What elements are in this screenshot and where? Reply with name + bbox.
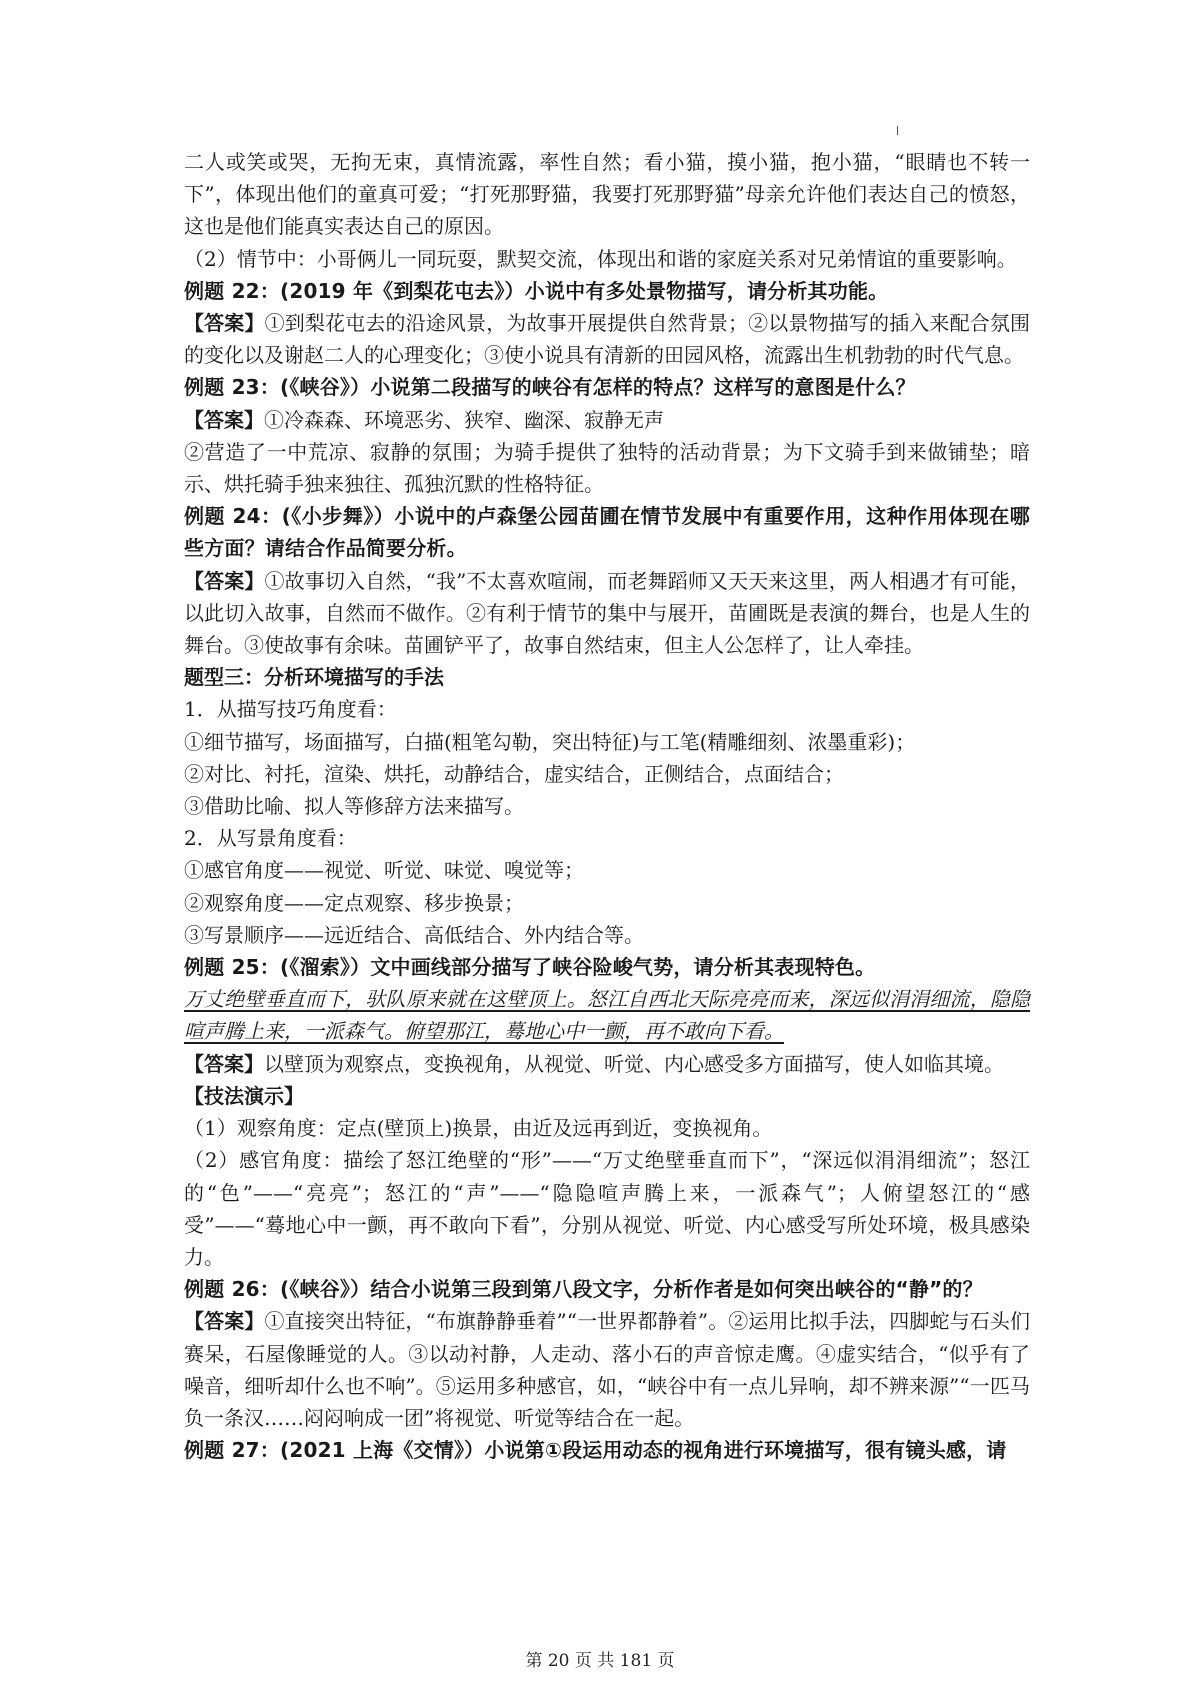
answer-label: 【答案】 [184,1051,264,1076]
body-paragraph: ③写景顺序——远近结合、高低结合、外内结合等。 [184,922,644,947]
answer-paragraph [184,565,1030,662]
body-paragraph: ②对比、衬托，渲染、烘托，动静结合，虚实结合，正侧结合，点面结合； [184,761,844,786]
body-paragraph: ③借助比喻、拟人等修辞方法来描写。 [184,794,524,819]
answer-text: ①直接突出特征，“布旗静静垂着”“一世界都静着”。②运用比拟手法，四脚蛇与石头们赛呆，石屋像睡觉的人。③以动衬静，人走动、落小石的声音惊走鹰。④虚实结合，“似乎有了噪音，细听却什么也不响”。⑤运用多种感官，如，“峡谷中有一点儿异响，却不辨来源”“一匹马负一条汉……闷闷响成一团”将视觉、听觉等结合在一起。 [184,1309,1031,1430]
body-paragraph: ②观察角度——定点观察、移步换景； [184,890,524,915]
question-heading: 例题 22：(2019 年《到梨花屯去》）小说中有多处景物描写，请分析其功能。 [184,278,889,303]
answer-paragraph [184,404,1030,436]
document-body [184,146,1030,1466]
answer-paragraph [184,1048,1030,1080]
answer-label: 【答案】 [184,407,264,432]
question-heading: 例题 27：(2021 上海《交情》）小说第①段运用动态的视角进行环境描写，很有镜头感，请 [184,1438,1007,1463]
body-paragraph: 2．从写景角度看： [184,826,357,851]
answer-paragraph [184,307,1030,371]
answer-text: 以壁顶为观察点，变换视角，从视觉、听觉、内心感受多方面描写，使人如临其境。 [264,1051,1004,1076]
answer-text: ①到梨花屯去的沿途风景，为故事开展提供自然背景；②以景物描写的插入来配合氛围的变化以及谢赵二人的心理变化；③使小说具有清新的田园风格，流露出生机勃勃的时代气息。 [184,311,1031,368]
question-heading: 例题 25：(《溜索》）文中画线部分描写了峡谷险峻气势，请分析其表现特色。 [184,955,876,980]
answer-label: 【答案】 [184,568,265,593]
underlined-excerpt: 万丈绝壁垂直而下，驮队原来就在这壁顶上。怒江自西北天际亮亮而来，深远似涓涓细流，隐隐喧声腾上来，一派森气。俯望那江，蓦地心中一颤，再不敢向下看。 [184,987,1030,1044]
body-paragraph: 1．从描写技巧角度看： [184,697,397,722]
answer-label: 【答案】 [184,311,265,336]
body-paragraph: （1）观察角度：定点(壁顶上)换景，由近及远再到近，变换视角。 [184,1116,773,1141]
body-paragraph: ②营造了一中荒凉、寂静的氛围；为骑手提供了独特的活动背景；为下文骑手到来做铺垫；暗示、烘托骑手独来独往、孤独沉默的性格特征。 [184,439,1030,497]
page-footer: 第 20 页 共 181 页 [525,1651,675,1671]
answer-label: 【答案】 [184,1309,265,1334]
section-heading: 题型三：分析环境描写的手法 [184,665,444,690]
section-heading: 【技法演示】 [184,1083,304,1108]
answer-text: ①故事切入自然，“我”不太喜欢喧闹，而老舞蹈师又天天来这里，两人相遇才有可能，以此切入故事，自然而不做作。②有利于情节的集中与展开，苗圃既是表演的舞台，也是人生的舞台。③使故事有余味。苗圃铲平了，故事自然结束，但主人公怎样了，让人牵挂。 [184,568,1030,658]
body-paragraph: ①细节描写，场面描写，白描(粗笔勾勒，突出特征)与工笔(精雕细刻、浓墨重彩)； [184,729,916,754]
body-paragraph: ①感官角度——视觉、听觉、味觉、嗅觉等； [184,858,584,883]
body-paragraph: （2）情节中：小哥俩儿一同玩耍，默契交流，体现出和谐的家庭关系对兄弟情谊的重要影响。 [184,246,1017,271]
question-heading: 例题 26：(《峡谷》）结合小说第三段到第八段文字，分析作者是如何突出峡谷的“静”的？ [184,1277,983,1302]
answer-text: ①冷森森、环境恶劣、狭窄、幽深、寂静无声 [264,407,664,432]
question-heading: 例题 23：(《峡谷》）小说第二段描写的峡谷有怎样的特点？这样写的意图是什么？ [184,375,916,400]
answer-paragraph [184,1305,1030,1434]
body-paragraph: 二人或笑或哭，无拘无束，真情流露，率性自然；看小猫，摸小猫，抱小猫，“眼睛也不转一下”，体现出他们的童真可爱；“打死那野猫，我要打死那野猫”母亲允许他们表达自己的愤怒，这也是他们能真实表达自己的原因。 [184,150,1030,239]
question-heading: 例题 24：(《小步舞》）小说中的卢森堡公园苗圃在情节发展中有重要作用，这种作用体现在哪些方面？请结合作品简要分析。 [184,504,1030,561]
body-paragraph: （2）感官角度：描绘了怒江绝壁的“形”——“万丈绝壁垂直而下”，“深远似涓涓细流”；怒江的“色”——“亮亮”；怒江的“声”——“隐隐喧声腾上来，一派森气”；人俯望怒江的“感受”——“蓦地心中一颤，再不敢向下看”，分别从视觉、听觉、内心感受写所处环境，极具感染力。 [184,1148,1030,1269]
page-mark [897,126,898,135]
